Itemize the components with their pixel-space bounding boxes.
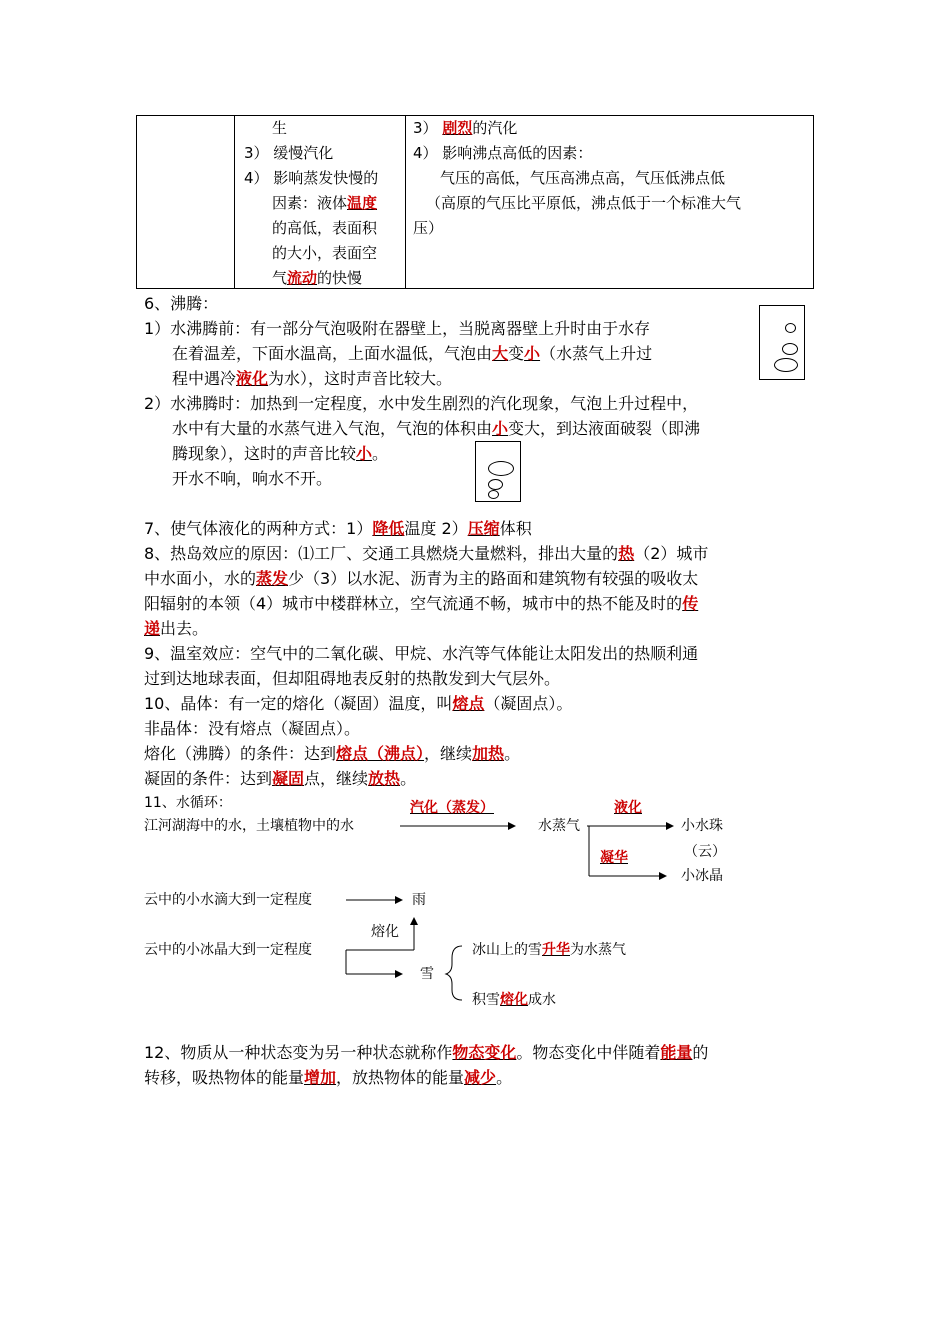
s12-line2: 转移，吸热物体的能量增加，放热物体的能量减少。	[144, 1068, 513, 1087]
label-melting: 熔化	[371, 924, 399, 940]
cell2-line5: 的高低，表面积	[272, 219, 378, 237]
s11-title: 11、水循环：	[144, 795, 232, 811]
cell2-line3: 4） 影响蒸发快慢的	[244, 169, 379, 187]
s6-p1-line3: 程中遇冷液化为水），这时声音比较大。	[172, 369, 453, 388]
s8-line4: 递出去。	[144, 619, 209, 638]
water-vapor: 水蒸气	[538, 818, 580, 834]
cell3-line1: 3） 剧烈的汽化	[413, 119, 518, 137]
label-evaporation: 汽化（蒸发）	[410, 800, 494, 816]
s8-line2: 中水面小，水的蒸发少（3）以水泥、沥青为主的路面和建筑物有较强的吸收太	[144, 569, 699, 588]
s6-p3: 开水不响，响水不开。	[172, 469, 333, 488]
cell2-line6: 的大小，表面空	[272, 244, 378, 262]
s6-p2-line3: 腾现象），这时的声音比较小。	[172, 444, 389, 463]
cell3-line5: 压）	[413, 219, 444, 237]
s8-line1: 8、热岛效应的原因：⑴工厂、交通工具燃烧大量燃料，排出大量的热（2）城市	[144, 544, 709, 563]
water-droplet: 小水珠	[681, 818, 723, 834]
cell3-line2: 4） 影响沸点高低的因素：	[413, 144, 593, 162]
s10-line3: 熔化（沸腾）的条件：达到熔点（沸点），继续加热。	[144, 744, 521, 763]
cell2-line1: 生	[272, 119, 288, 137]
cell3-line4: （高原的气压比平原低，沸点低于一个标准大气	[426, 194, 742, 212]
cloud-label: （云）	[684, 844, 726, 860]
snow-source: 云中的小冰晶大到一定程度	[144, 942, 312, 958]
s10-line2: 非晶体：没有熔点（凝固点）。	[144, 719, 361, 738]
cell2-line2: 3） 缓慢汽化	[244, 144, 334, 162]
water-source: 江河湖海中的水，土壤植物中的水	[144, 818, 354, 834]
cell2-line7: 气流动的快慢	[272, 269, 363, 287]
s8-line3: 阳辐射的本领（4）城市中楼群林立，空气流通不畅，城市中的热不能及时的传	[144, 594, 699, 613]
rain-source: 云中的小水滴大到一定程度	[144, 892, 312, 908]
s6-p2-line1: 2）水沸腾时：加热到一定程度，水中发生剧烈的汽化现象，气泡上升过程中，	[144, 394, 699, 413]
ice-crystal: 小冰晶	[681, 868, 723, 884]
s10-line1: 10、晶体：有一定的熔化（凝固）温度，叫熔点（凝固点）。	[144, 694, 573, 713]
s9-line2: 过到达地球表面，但却阻碍地表反射的热散发到大气层外。	[144, 669, 561, 688]
s6-p1-line2: 在着温差，下面水温高，上面水温低，气泡由大变小（水蒸气上升过	[172, 344, 653, 363]
s10-line4: 凝固的条件：达到凝固点，继续放热。	[144, 769, 417, 788]
section7: 7、使气体液化的两种方式：1）降低温度 2）压缩体积	[144, 519, 532, 538]
section6-title: 6、沸腾：	[144, 294, 219, 313]
s9-line1: 9、温室效应：空气中的二氧化碳、甲烷、水汽等气体能让太阳发出的热顺利通	[144, 644, 699, 663]
cell2-line4: 因素：液体温度	[272, 194, 378, 212]
rain: 雨	[412, 892, 426, 908]
s6-p1-line1: 1）水沸腾前：有一部分气泡吸附在器壁上，当脱离器壁上升时由于水存	[144, 319, 651, 338]
s6-p2-line2: 水中有大量的水蒸气进入气泡，气泡的体积由小变大，到达液面破裂（即沸	[172, 419, 701, 438]
s12-line1: 12、物质从一种状态变为另一种状态就称作物态变化。物态变化中伴随着能量的	[144, 1043, 709, 1062]
snow-branch-2: 积雪熔化成水	[472, 992, 556, 1008]
label-liquefaction: 液化	[614, 800, 642, 816]
snow: 雪	[420, 966, 434, 982]
snow-branch-1: 冰山上的雪升华为水蒸气	[472, 942, 626, 958]
label-deposition: 凝华	[600, 850, 628, 866]
brace	[446, 946, 462, 1000]
cell3-line3: 气压的高低，气压高沸点高，气压低沸点低	[440, 169, 726, 187]
